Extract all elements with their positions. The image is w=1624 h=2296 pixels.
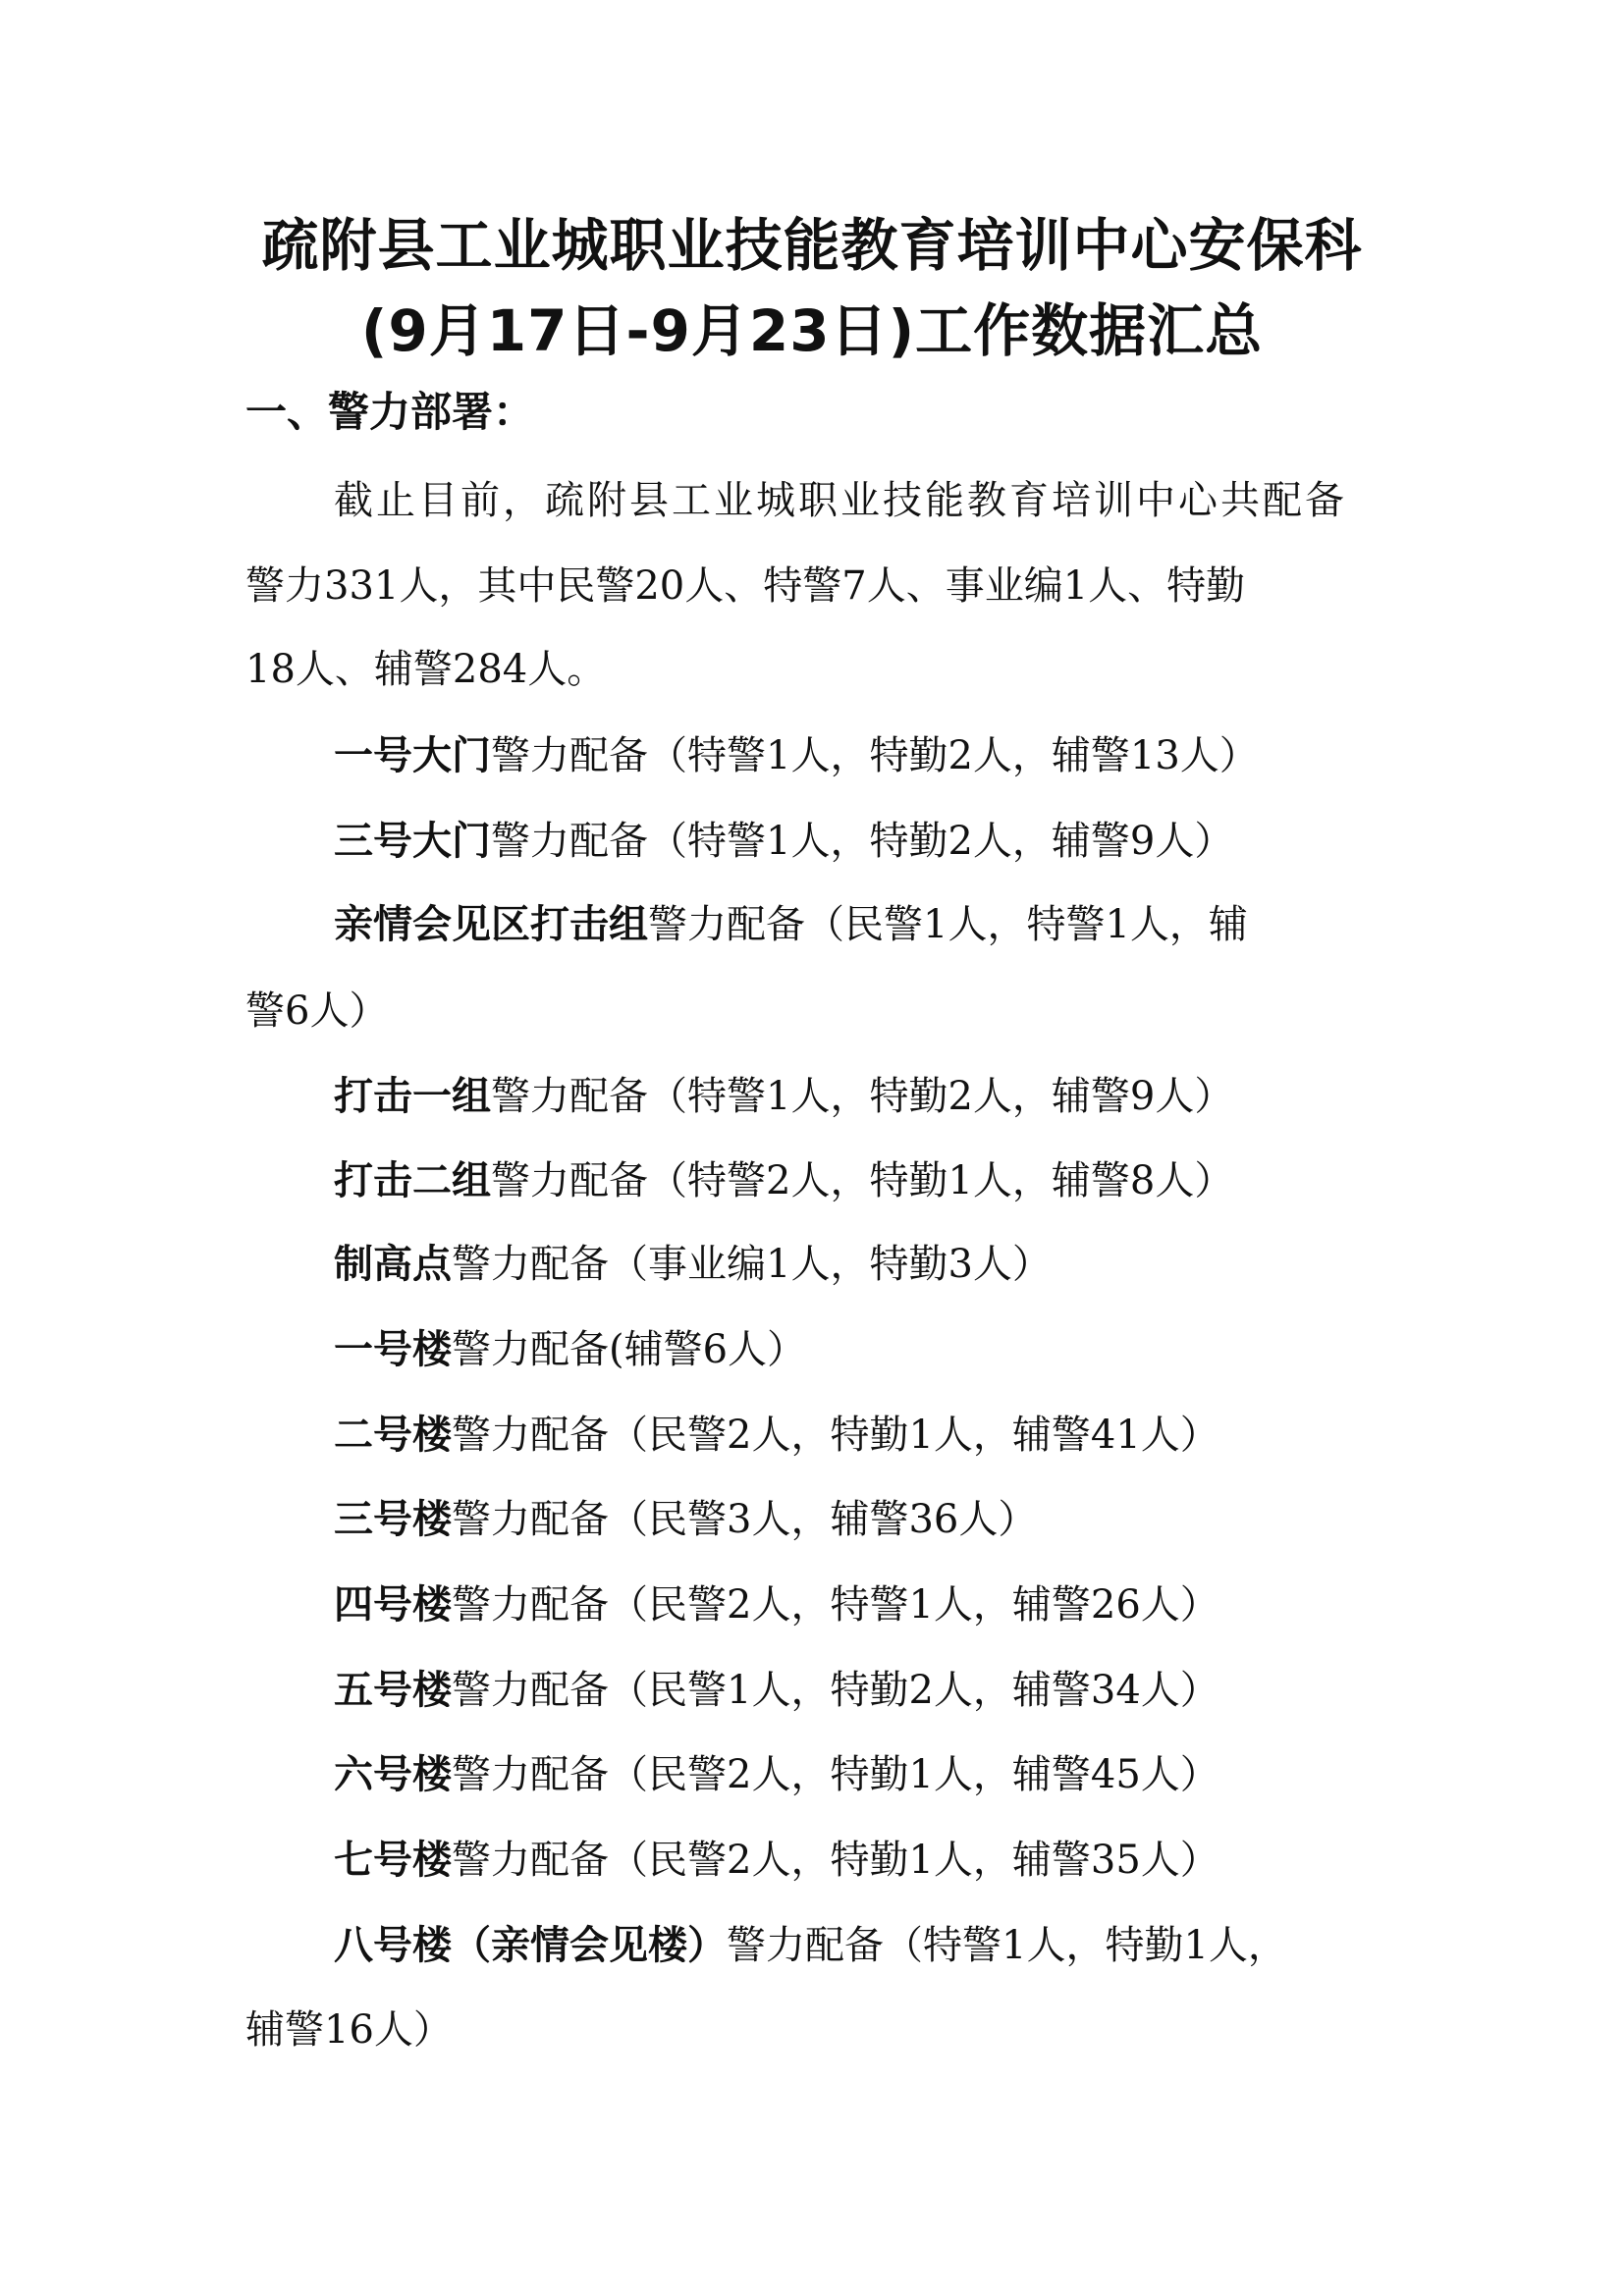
deployment-item: [334, 1661, 1219, 1720]
deployment-item: [334, 1490, 1037, 1549]
deployment-detail: 警力配备（民警1人，特警1人，辅: [648, 902, 1248, 947]
deployment-item: [334, 1916, 1287, 1975]
deployment-item: [334, 1831, 1219, 1890]
deployment-detail: 警力配备（特警1人，特勤1人，: [727, 1923, 1287, 1968]
deployment-item: [334, 1235, 1052, 1294]
deployment-name: 打击一组: [334, 1074, 491, 1119]
deployment-name: 八号楼（亲情会见楼）: [334, 1923, 727, 1968]
deployment-name: 制高点: [334, 1242, 452, 1287]
deployment-detail: 警力配备（事业编1人，特勤3人）: [452, 1242, 1052, 1287]
deployment-name: 一号大门: [334, 733, 491, 778]
deployment-detail: 警力配备（民警3人，辅警36人）: [452, 1497, 1038, 1542]
section-heading-police-deployment: 一、警力部署：: [245, 388, 535, 436]
intro-line-3: 18人、辅警284人。: [245, 647, 607, 692]
deployment-item: [334, 1406, 1219, 1465]
deployment-name: 五号楼: [334, 1668, 452, 1713]
deployment-name: 七号楼: [334, 1838, 452, 1883]
deployment-detail: 警力配备(辅警6人）: [452, 1327, 807, 1372]
deployment-name: 打击二组: [334, 1158, 491, 1203]
deployment-item: [334, 726, 1259, 785]
deployment-detail: 警力配备（特警1人，特勤2人，辅警9人）: [491, 819, 1234, 864]
deployment-detail: 警力配备（特警2人，特勤1人，辅警8人）: [491, 1158, 1234, 1203]
deployment-item: [334, 895, 1248, 954]
document-title-line-2: (9月17日-9月23日)工作数据汇总: [360, 297, 1264, 364]
deployment-item: [334, 812, 1233, 871]
deployment-continuation: 警6人）: [245, 988, 389, 1034]
deployment-detail: 警力配备（特警1人，特勤2人，辅警9人）: [491, 1074, 1234, 1119]
deployment-name: 三号楼: [334, 1497, 452, 1542]
deployment-name: 六号楼: [334, 1752, 452, 1797]
deployment-name: 二号楼: [334, 1413, 452, 1458]
deployment-name: 一号楼: [334, 1327, 452, 1372]
deployment-name: 四号楼: [334, 1582, 452, 1628]
intro-line-2: 警力331人，其中民警20人、特警7人、事业编1人、特勤: [245, 563, 1246, 609]
intro-line-1: 截止目前，疏附县工业城职业技能教育培训中心共配备: [334, 478, 1347, 523]
deployment-item: [334, 1151, 1233, 1210]
deployment-detail: 警力配备（民警2人，特勤1人，辅警45人）: [452, 1752, 1219, 1797]
deployment-detail: 警力配备（特警1人，特勤2人，辅警13人）: [491, 733, 1259, 778]
deployment-name: 三号大门: [334, 819, 491, 864]
deployment-detail: 警力配备（民警2人，特勤1人，辅警35人）: [452, 1838, 1219, 1883]
deployment-item: [334, 1320, 806, 1379]
deployment-item: [334, 1067, 1233, 1126]
deployment-item: [334, 1575, 1219, 1634]
document-title-line-1: 疏附县工业城职业技能教育培训中心安保科: [261, 212, 1363, 279]
deployment-continuation: 辅警16人）: [245, 2007, 453, 2053]
deployment-name: 亲情会见区打击组: [334, 902, 648, 947]
deployment-item: [334, 1745, 1219, 1804]
deployment-detail: 警力配备（民警2人，特勤1人，辅警41人）: [452, 1413, 1219, 1458]
deployment-detail: 警力配备（民警1人，特勤2人，辅警34人）: [452, 1668, 1219, 1713]
deployment-detail: 警力配备（民警2人，特警1人，辅警26人）: [452, 1582, 1219, 1628]
